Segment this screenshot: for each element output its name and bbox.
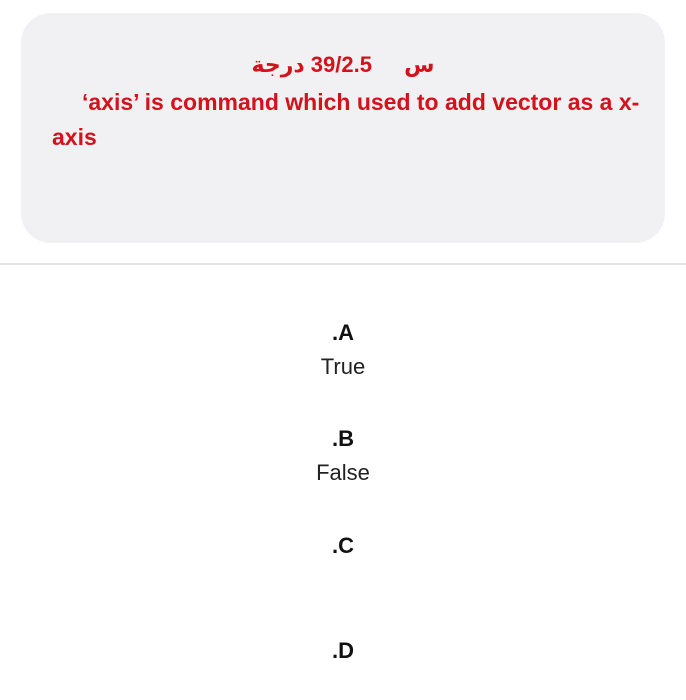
question-card (21, 13, 665, 243)
option-b[interactable] (0, 424, 686, 488)
question-text: ‘axis’ is command which used to add vector as a x-axis (52, 89, 640, 150)
option-letter: .A (332, 320, 354, 345)
option-text: False (316, 460, 370, 485)
divider (0, 263, 686, 265)
option-c[interactable] (0, 531, 686, 565)
question-header (21, 51, 665, 79)
option-letter: .C (332, 533, 354, 558)
question-grade: 2.5 درجة (251, 52, 372, 77)
option-a[interactable] (0, 318, 686, 382)
option-text: True (320, 354, 366, 379)
option-letter: .D (332, 638, 354, 663)
option-letter: .B (332, 426, 354, 451)
question-number: س 39/ (310, 52, 435, 77)
option-d[interactable] (0, 636, 686, 670)
